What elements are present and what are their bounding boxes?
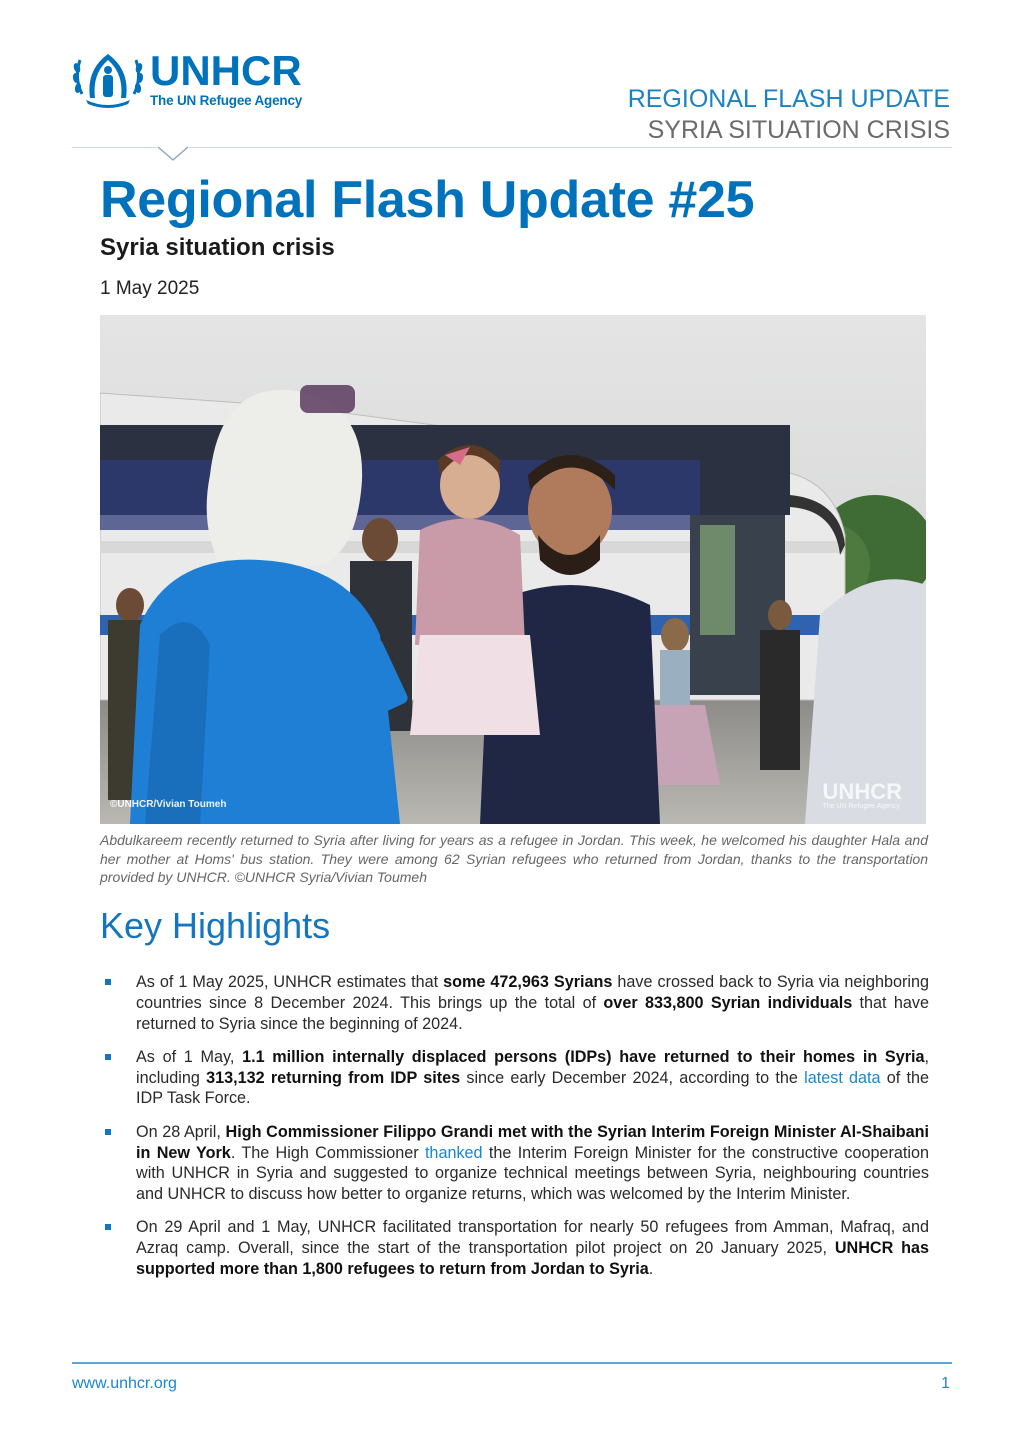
chevron-down-icon <box>157 146 189 162</box>
highlight-text <box>136 1218 929 1278</box>
bullet-square-icon <box>105 1129 111 1135</box>
body-text: , including <box>136 1047 930 1087</box>
body-text: On 29 April and 1 May, UNHCR facilitated transportation for nearly 50 refugees from Amman, Mafraq, and Azraq camp. Overall, since the start of the transportation pilot project on 20 January 2025, <box>136 1218 929 1258</box>
key-highlights-heading: Key Highlights <box>100 905 331 946</box>
body-text: As of 1 May, <box>136 1047 243 1066</box>
watermark-tagline: The UN Refugee Agency <box>822 803 900 810</box>
bullet-square-icon <box>105 1054 111 1060</box>
cover-photo <box>100 315 926 824</box>
bold-text: High Commissioner Filippo Grandi met with the Syrian Interim Foreign Minister Al-Shaibani in New York <box>136 1122 929 1162</box>
bold-text: 1.1 million internally displaced persons (IDPs) have returned to their homes in Syria <box>242 1047 925 1066</box>
logo-wordmark: UNHCR <box>150 47 302 95</box>
photo-illustration <box>100 315 926 824</box>
highlight-text <box>136 973 929 1033</box>
highlight-item <box>100 972 929 1034</box>
highlight-text <box>136 1048 929 1108</box>
body-text: have crossed back to Syria via neighboring countries since 8 December 2024. This brings up the total of <box>136 973 929 1012</box>
report-subject: SYRIA SITUATION CRISIS <box>647 115 950 144</box>
highlight-item <box>100 1122 929 1205</box>
photo-credit: ©UNHCR/Vivian Toumeh <box>110 799 227 810</box>
body-text: . <box>648 1260 654 1279</box>
bold-text: some 472,963 Syrians <box>443 973 613 991</box>
body-text: since early December 2024, according to the <box>460 1068 805 1087</box>
bold-text: 313,132 returning from IDP sites <box>206 1068 461 1087</box>
header-divider <box>72 147 952 148</box>
photo-watermark <box>823 779 902 810</box>
highlight-item <box>100 1217 929 1279</box>
body-text: the Interim Foreign Minister for the constructive cooperation with UNHCR in Syria and suggested to organize technical meetings between Syria, neighbouring countries and UNHCR to discuss how better to organize returns, which was welcomed by the Interim Minister. <box>136 1143 929 1204</box>
page-number: 1 <box>941 1375 950 1392</box>
report-type: REGIONAL FLASH UPDATE <box>627 85 950 113</box>
body-text: On 28 April, <box>136 1122 226 1141</box>
bullet-square-icon <box>105 979 111 985</box>
publication-date: 1 May 2025 <box>100 278 200 299</box>
body-text: of the IDP Task Force. <box>136 1068 929 1108</box>
footer-website-link[interactable]: www.unhcr.org <box>72 1375 177 1392</box>
unhcr-logo <box>72 48 302 110</box>
highlight-text <box>136 1123 929 1203</box>
page-title: Regional Flash Update #25 <box>100 171 755 229</box>
logo-tagline: The UN Refugee Agency <box>150 93 303 109</box>
key-highlights-list <box>100 972 929 1292</box>
unhcr-emblem-icon <box>72 48 144 110</box>
bold-text: UNHCR has supported more than 1,800 refugees to return from Jordan to Syria <box>136 1239 930 1279</box>
inline-link[interactable]: latest data <box>804 1068 881 1087</box>
report-header <box>628 84 950 145</box>
body-text: As of 1 May 2025, UNHCR estimates that <box>136 973 444 991</box>
highlight-item <box>100 1047 929 1109</box>
inline-link[interactable]: thanked <box>424 1143 483 1162</box>
photo-caption: Abdulkareem recently returned to Syria after living for years as a refugee in Jordan. This week, he welcomed his daughter Hala and her mother at Homs' bus station. They were among 62 Syrian refugees who returned from Jordan, thanks to the transportation provided by UNHCR. ©UNHCR Syria/Vivian Toumeh <box>100 832 928 885</box>
footer-divider <box>72 1362 952 1364</box>
body-text: that have returned to Syria since the beginning of 2024. <box>136 993 929 1033</box>
bullet-square-icon <box>105 1224 111 1230</box>
page-subtitle: Syria situation crisis <box>100 234 335 261</box>
body-text: . The High Commissioner <box>230 1143 425 1162</box>
watermark-word: UNHCR <box>822 779 902 804</box>
bold-text: over 833,800 Syrian individuals <box>603 993 853 1012</box>
